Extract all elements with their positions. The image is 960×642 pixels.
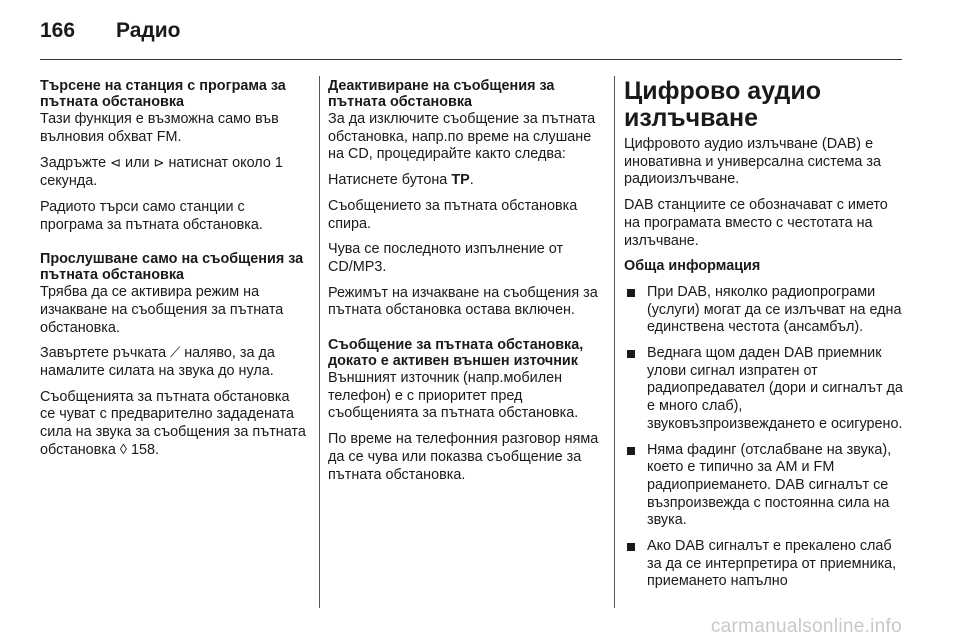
subheading-general-info: Обща информация	[624, 258, 761, 275]
paragraph: За да изключите съобщение за пътната обстановка, напр.по време на слушане на CD, процедирайте както следва:	[328, 111, 596, 163]
section-heading-external-source: Съобщение за пътната обстановка, докато е активен външен източник	[328, 337, 584, 370]
paragraph: Съобщенията за пътната обстановка се чуват с предварително зададената сила на звука за съобщения за пътната обстановка ◊ 158.	[40, 388, 306, 458]
section-title-dab: Цифрово аудио излъчване	[624, 77, 821, 132]
tp-button-label: TP	[451, 172, 470, 189]
paragraph: Режимът на изчакване на съобщения за пътната обстановка остава включен.	[328, 284, 598, 319]
square-bullet-icon	[627, 350, 635, 358]
square-bullet-icon	[627, 289, 635, 297]
paragraph: Съобщението за пътната обстановка спира.	[328, 197, 578, 232]
square-bullet-icon	[627, 543, 635, 551]
paragraph: Чува се последното изпълнение от CD/MP3.	[328, 241, 564, 275]
column-divider-2	[614, 76, 615, 608]
paragraph: Тази функция е възможна само във вълновия обхват FM.	[40, 111, 279, 145]
paragraph: Завъртете ръчката ⟋ наляво, за да намалите силата на звука до нула.	[40, 345, 275, 380]
column-3	[624, 78, 906, 599]
square-bullet-icon	[627, 447, 635, 455]
paragraph: Цифровото аудио излъчване (DAB) е иновативна и универсална система за радиоизлъчване.	[624, 136, 881, 188]
paragraph: Трябва да се активира режим на изчакване на съобщения за пътната обстановка.	[40, 284, 284, 336]
page-header	[0, 0, 960, 62]
page-reference-icon: ◊	[119, 441, 128, 458]
page-title: Радио	[116, 19, 181, 42]
section-heading-traffic-search: Търсене на станция с програма за пътната обстановка	[40, 78, 286, 110]
paragraph: Натиснете бутона TP.	[328, 172, 474, 189]
page-number: 166	[40, 19, 76, 42]
header-divider	[40, 59, 902, 60]
seek-left-icon: ⊲	[110, 155, 122, 171]
column-1	[40, 78, 308, 468]
volume-knob-icon: ⟋	[170, 345, 181, 362]
column-2	[328, 78, 604, 492]
paragraph: DAB станциите се обозначават с името на програмата вместо с честотата на излъчване.	[624, 197, 888, 249]
list-item: Ако DAB сигналът е прекалено слаб за да се интерпретира от приемника, приемането напълно	[624, 538, 906, 591]
section-heading-deactivate: Деактивиране на съобщения за пътната обстановка	[328, 78, 555, 110]
bullet-list	[624, 284, 906, 591]
list-item: При DAB, няколко радиопрограми (услуги) могат да се излъчват на една единствена честота (ансамбъл).	[624, 284, 906, 337]
column-divider-1	[319, 76, 320, 608]
paragraph: Външният източник (напр.мобилен телефон) е с приоритет пред съобщенията за пътната обстановка.	[328, 370, 579, 422]
list-item: Няма фадинг (отслабване на звука), което е типично за AM и FM радиоприемането. DAB сигналът се възпроизвежда с постоянна сила на звука.	[624, 442, 906, 531]
seek-right-icon: ⊳	[153, 155, 165, 171]
section-heading-traffic-only: Прослушване само на съобщения за пътната обстановка	[40, 251, 304, 284]
list-item: Веднага щом даден DAB приемник улови сигнал изпратен от радиопредавател (дори и сигналът да е много слаб), звуковъзпроизвеждането е осигурено.	[624, 345, 906, 434]
paragraph: Радиото търси само станции с програма за пътната обстановка.	[40, 198, 263, 233]
watermark: carmanualsonline.info	[710, 616, 902, 637]
paragraph: По време на телефонния разговор няма да се чува или показва съобщение за пътната обстановка.	[328, 431, 599, 483]
paragraph: Задръжте ⊲ или ⊳ натиснат около 1 секунда.	[40, 155, 283, 190]
